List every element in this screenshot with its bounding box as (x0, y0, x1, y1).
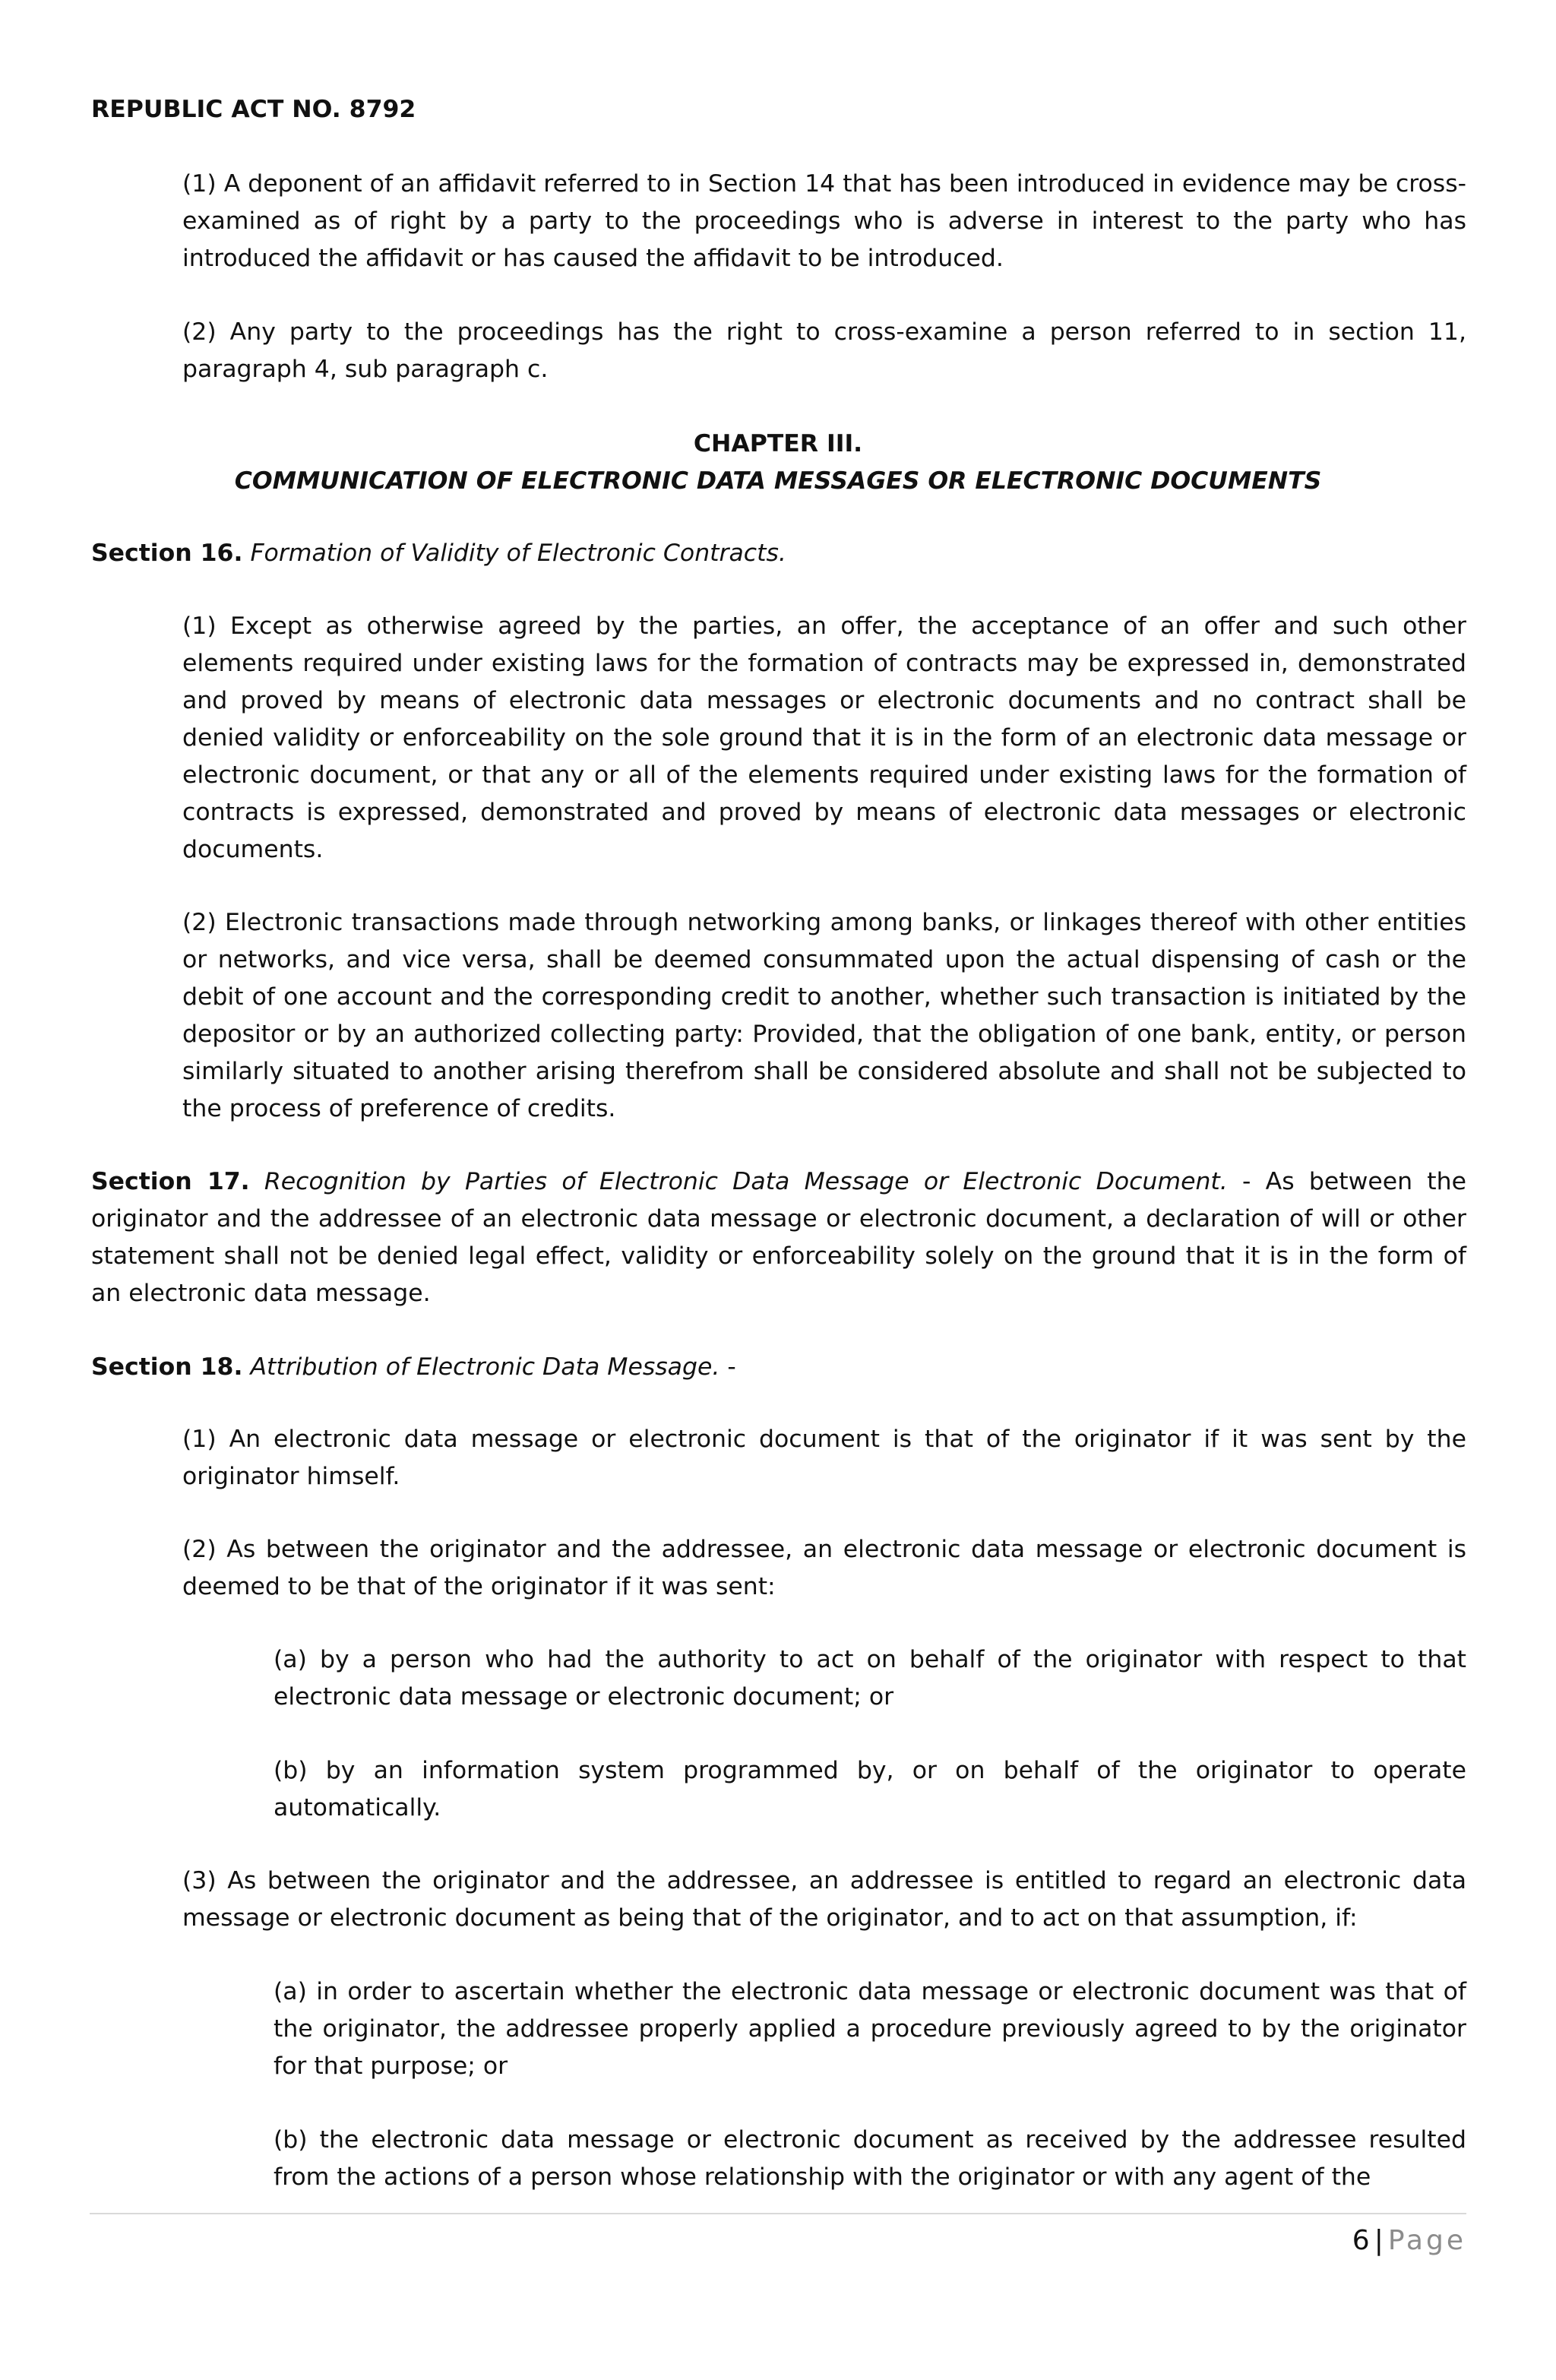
page-number-separator: | (1374, 2225, 1384, 2256)
s15-paragraph-2: (2) Any party to the proceedings has the right to cross-examine a person referred to in section 11, paragraph 4, sub paragraph c. (182, 318, 1466, 383)
section-17-body: - As between the originator and the addressee of an electronic data message or electronic document, a declaration of will or other statement shall not be denied legal effect, validity or enforceability solely on the ground that it is in the form of an electronic data message. (91, 1168, 1466, 1307)
s18-paragraph-3: (3) As between the originator and the addressee, an addressee is entitled to regard an electronic data message or electronic document as being that of the originator, and to act on that assumption, if: (182, 1867, 1466, 1932)
document-header: REPUBLIC ACT NO. 8792 (91, 96, 416, 123)
section-18-title: Attribution of Electronic Data Message. (250, 1353, 720, 1381)
section-18-dash: - (727, 1353, 736, 1381)
s18-paragraph-2a: (a) by a person who had the authority to act on behalf of the originator with respect to that electronic data message or electronic document; or (274, 1646, 1466, 1711)
section-16-title: Formation of Validity of Electronic Contracts. (250, 540, 786, 567)
page-number-value: 6 (1352, 2225, 1370, 2256)
s18-paragraph-2b: (b) by an information system programmed by, or on behalf of the originator to operate automatically. (274, 1757, 1466, 1821)
section-18-label: Section 18. (91, 1353, 243, 1381)
section-18-heading (91, 1349, 1466, 1386)
section-17-label: Section 17. (91, 1168, 250, 1195)
chapter-number: CHAPTER III. (693, 430, 863, 457)
section-17 (91, 1163, 1466, 1312)
page-label: Page (1387, 2225, 1466, 2256)
section-16-heading (91, 535, 1466, 572)
section-17-title: Recognition by Parties of Electronic Data Message or Electronic Document. (264, 1168, 1228, 1195)
s16-paragraph-2: (2) Electronic transactions made through networking among banks, or linkages thereof with other entities or networks, and vice versa, shall be deemed consummated upon the actual dispensing of cash or the debit of one account and the corresponding credit to another, whether such transaction is initiated by the depositor or by an authorized collecting party: Provided, that the obligation of one bank, entity, or person similarly situated to another arising therefrom shall be considered absolute and shall not be subjected to the process of preference of credits. (182, 909, 1466, 1122)
s18-paragraph-3b: (b) the electronic data message or electronic document as received by the addressee resulted from the actions of a person whose relationship with the originator or with any agent of the (274, 2126, 1466, 2191)
s16-paragraph-1: (1) Except as otherwise agreed by the parties, an offer, the acceptance of an offer and such other elements required under existing laws for the formation of contracts may be expressed in, demonstrated and proved by means of electronic data messages or electronic documents and no contract shall be denied validity or enforceability on the sole ground that it is in the form of an electronic data message or electronic document, or that any or all of the elements required under existing laws for the formation of contracts is expressed, demonstrated and proved by means of electronic data messages or electronic documents. (182, 612, 1466, 863)
page-number (1352, 2222, 1466, 2260)
s18-paragraph-2: (2) As between the originator and the addressee, an electronic data message or electronic document is deemed to be that of the originator if it was sent: (182, 1536, 1466, 1600)
footer-divider (90, 2213, 1466, 2214)
s18-paragraph-3a: (a) in order to ascertain whether the electronic data message or electronic document was that of the originator, the addressee properly applied a procedure previously agreed to by the originator for that purpose; or (274, 1978, 1466, 2080)
section-16-label: Section 16. (91, 540, 243, 567)
chapter-title: COMMUNICATION OF ELECTRONIC DATA MESSAGES OR ELECTRONIC DOCUMENTS (234, 467, 1322, 495)
s18-paragraph-1: (1) An electronic data message or electronic document is that of the originator if it was sent by the originator himself. (182, 1426, 1466, 1490)
s15-paragraph-1: (1) A deponent of an affidavit referred to in Section 14 that has been introduced in evidence may be cross-examined as of right by a party to the proceedings who is adverse in interest to the party who has introduced the affidavit or has caused the affidavit to be introduced. (182, 170, 1466, 272)
